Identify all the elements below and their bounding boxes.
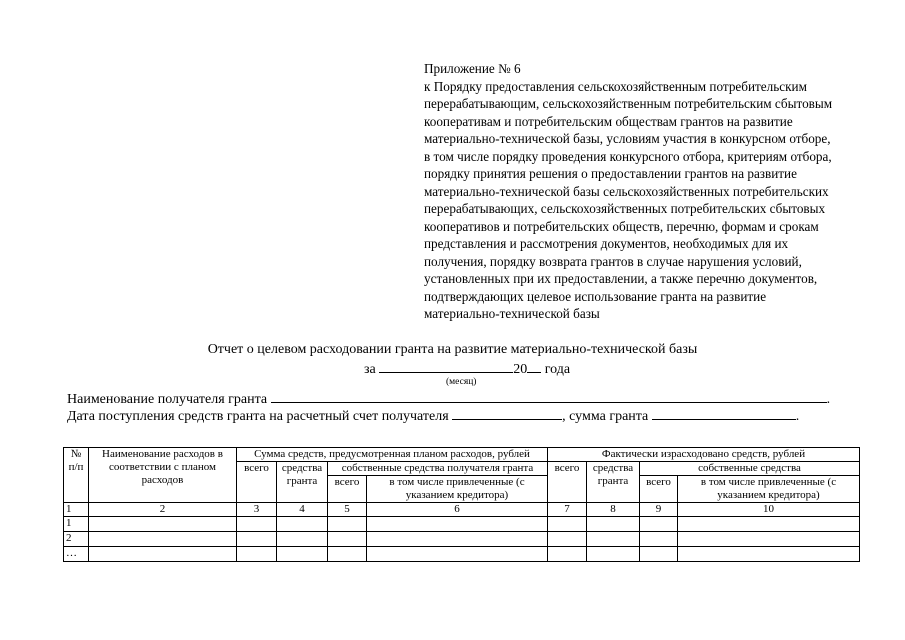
recipient-label: Наименование получателя гранта [67, 392, 268, 407]
col-number: 8 [587, 503, 640, 517]
table-cell[interactable] [367, 547, 548, 562]
month-blank[interactable] [379, 360, 513, 373]
period-year: 20 [513, 362, 528, 377]
header-fact: Фактически израсходовано средств, рублей [548, 448, 860, 462]
sum-blank[interactable] [652, 407, 796, 420]
table-cell[interactable] [640, 547, 678, 562]
col-number: 9 [640, 503, 678, 517]
col-number: 3 [237, 503, 277, 517]
appendix-line: установленных при их предоставлении, а также перечню документов, [424, 271, 818, 286]
sum-label: , сумма гранта [562, 409, 649, 424]
appendix-line: перерабатывающих, сельскохозяйственных потребительских сбытовых [424, 201, 826, 216]
appendix-line: материально-технической базы [424, 306, 600, 321]
header-plan-own: собственные средства получателя гранта [328, 462, 548, 476]
date-blank[interactable] [452, 407, 562, 420]
table-cell[interactable] [587, 517, 640, 532]
header-fact-total: всего [548, 462, 587, 503]
table-cell[interactable] [277, 517, 328, 532]
col-number: 5 [328, 503, 367, 517]
table-cell[interactable] [237, 532, 277, 547]
row-number: 2 [64, 532, 89, 547]
table-cell[interactable] [237, 517, 277, 532]
header-plan-total: всего [237, 462, 277, 503]
report-table [63, 447, 860, 562]
col-number: 6 [367, 503, 548, 517]
month-hint: (месяц) [446, 377, 477, 387]
period-suffix: года [544, 362, 571, 377]
header-fact-grant: средства гранта [587, 462, 640, 503]
table-cell[interactable] [678, 532, 860, 547]
appendix-line: перерабатывающим, сельскохозяйственным потребительским сбытовым [424, 96, 833, 111]
recipient-blank[interactable] [271, 390, 827, 403]
table-cell[interactable] [548, 517, 587, 532]
table-cell[interactable] [678, 517, 860, 532]
appendix-header [424, 60, 886, 323]
column-number-row [64, 503, 860, 517]
appendix-line: Приложение № 6 [424, 61, 521, 76]
appendix-line: порядку принятия решения о предоставлении грантов на развитие [424, 166, 797, 181]
header-fact-borrowed: в том числе привлеченные (с указанием кредитора) [678, 476, 860, 503]
appendix-line: к Порядку предоставления сельскохозяйственным потребительским [424, 78, 807, 94]
table-cell[interactable] [548, 547, 587, 562]
sum-end: . [795, 409, 800, 424]
appendix-line: материально-технической базы сельскохозяйственных потребительских [424, 183, 829, 199]
report-period [364, 360, 570, 378]
table-cell[interactable] [587, 532, 640, 547]
col-number: 10 [678, 503, 860, 517]
table-cell[interactable] [678, 547, 860, 562]
header-plan: Сумма средств, предусмотренная планом расходов, рублей [237, 448, 548, 462]
table-cell[interactable] [548, 532, 587, 547]
table-cell[interactable] [640, 517, 678, 532]
table-cell[interactable] [89, 517, 237, 532]
header-plan-borrowed: в том числе привлеченные (с указанием кредитора) [367, 476, 548, 503]
table-cell[interactable] [640, 532, 678, 547]
date-sum-row [67, 407, 799, 425]
header-fact-own: собственные средства [640, 462, 860, 476]
period-prefix: за [364, 362, 376, 377]
table-cell[interactable] [587, 547, 640, 562]
table-cell[interactable] [328, 517, 367, 532]
appendix-line: получения, порядку возврата грантов в случае нарушения условий, [424, 253, 802, 269]
row-number: … [64, 547, 89, 562]
report-title: Отчет о целевом расходовании гранта на развитие материально-технической базы [207, 342, 698, 357]
col-number: 2 [89, 503, 237, 517]
row-number: 1 [64, 517, 89, 532]
table-cell[interactable] [277, 532, 328, 547]
table-cell[interactable] [237, 547, 277, 562]
recipient-row [67, 390, 830, 408]
col-number: 1 [64, 503, 89, 517]
year-blank[interactable] [527, 360, 541, 373]
appendix-line: представления и рассмотрения документов, необходимых для их [424, 236, 789, 251]
appendix-line: подтверждающих целевое использование гранта на развитие [424, 288, 767, 304]
appendix-line: материально-технической базы, условиям участия в конкурсном отборе, [424, 131, 831, 146]
table-cell[interactable] [328, 532, 367, 547]
header-plan-grant: средства гранта [277, 462, 328, 503]
col-number: 7 [548, 503, 587, 517]
table-row [64, 517, 860, 532]
table-cell[interactable] [328, 547, 367, 562]
date-label: Дата поступления средств гранта на расчетный счет получателя [67, 409, 449, 424]
table-cell[interactable] [89, 532, 237, 547]
recipient-end: . [826, 392, 831, 407]
col-number: 4 [277, 503, 328, 517]
table-row [64, 547, 860, 562]
appendix-line: кооперативам и потребительским обществам грантов на развитие [424, 113, 793, 129]
appendix-line: в том числе порядку проведения конкурсного отбора, критериям отбора, [424, 148, 832, 164]
appendix-line: кооперативов и потребительских обществ, перечню, формам и срокам [424, 218, 819, 234]
header-no: № п/п [64, 448, 89, 503]
header-fact-own-total: всего [640, 476, 678, 503]
header-expense-name: Наименование расходов в соответствии с планом расходов [89, 448, 237, 503]
header-plan-own-total: всего [328, 476, 367, 503]
table-cell[interactable] [89, 547, 237, 562]
table-cell[interactable] [367, 517, 548, 532]
table-cell[interactable] [277, 547, 328, 562]
table-row [64, 532, 860, 547]
table-cell[interactable] [367, 532, 548, 547]
